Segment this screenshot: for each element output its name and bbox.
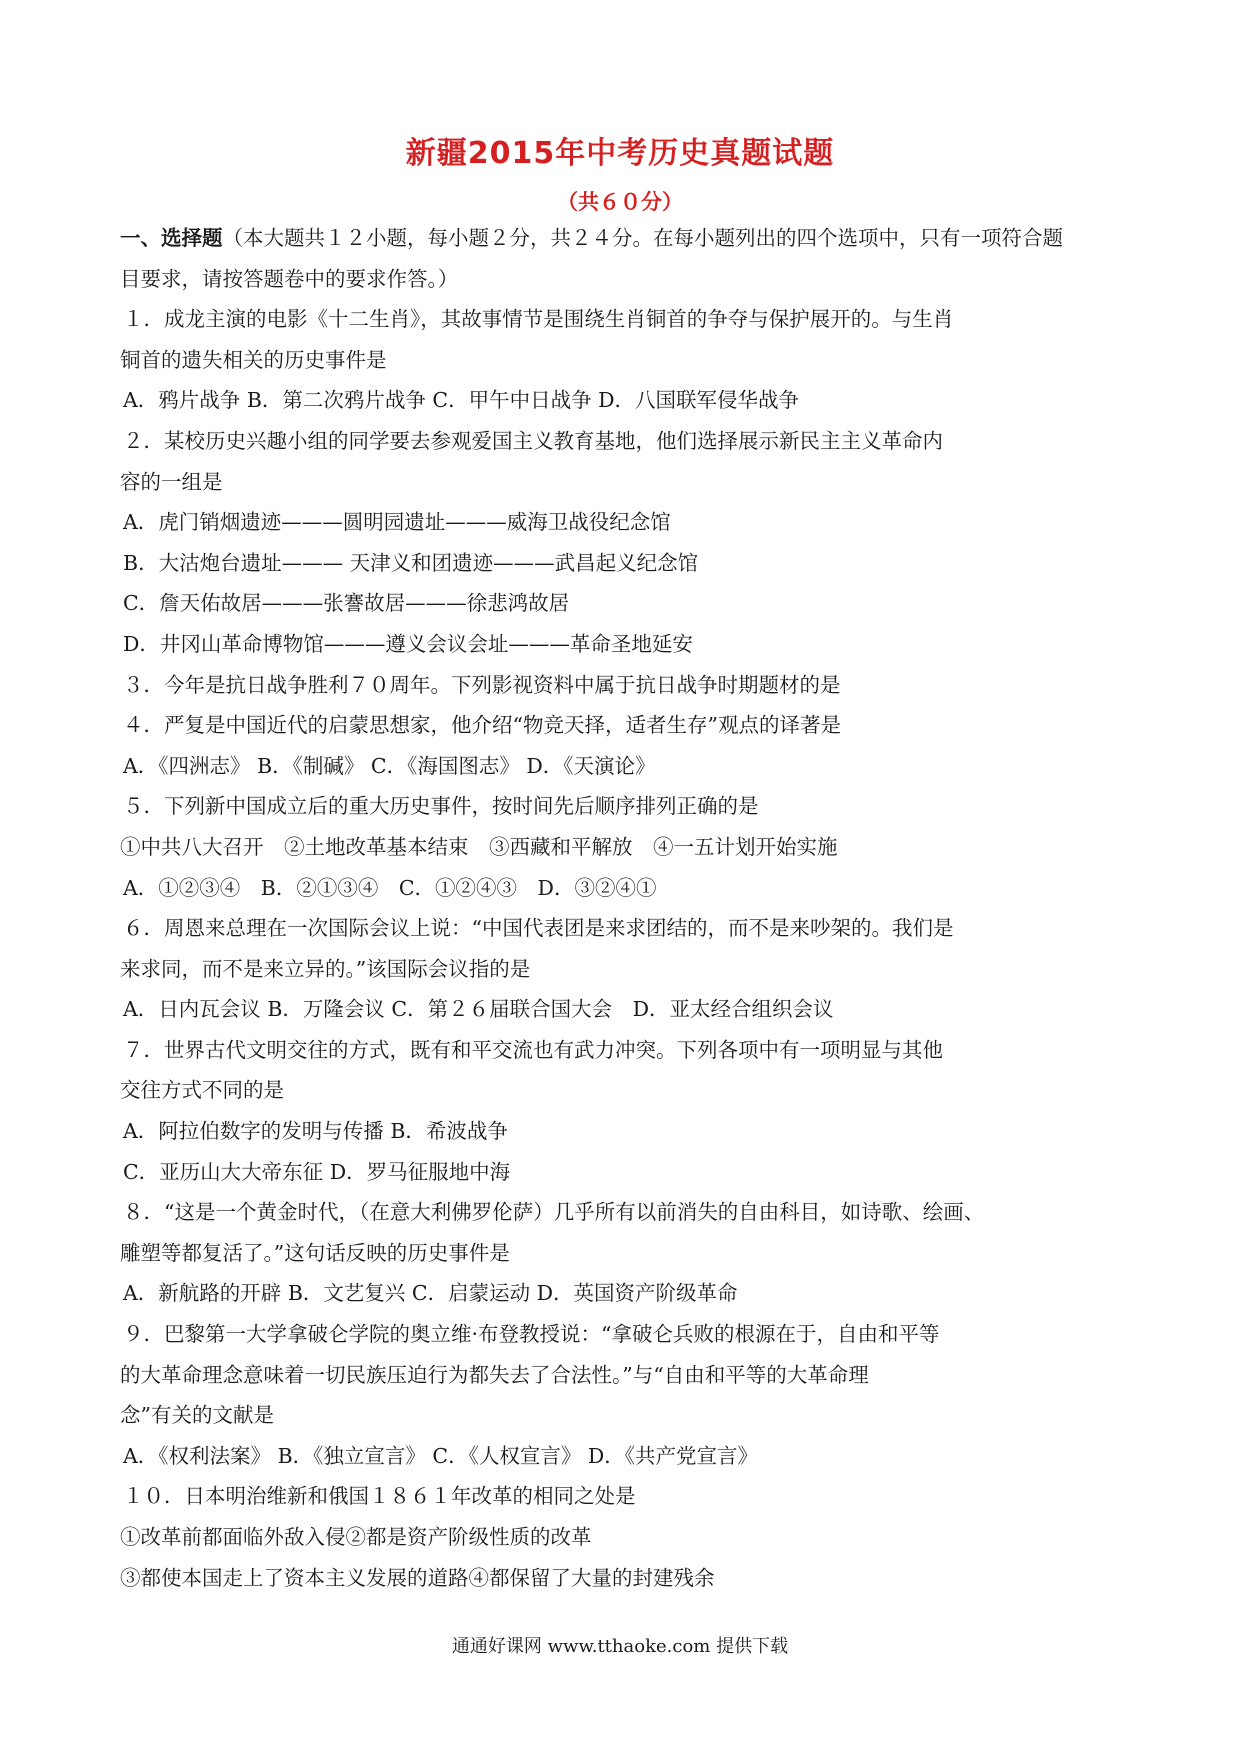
question-9-stem-cont2: 念”有关的文献是 xyxy=(120,1403,274,1428)
question-2-stem: ２．某校历史兴趣小组的同学要去参观爱国主义教育基地，他们选择展示新民主主义革命内 xyxy=(123,428,943,453)
question-5-events: ①中共八大召开 ②土地改革基本结束 ③西藏和平解放 ④一五计划开始实施 xyxy=(120,834,838,859)
question-6-stem-cont: 来求同，而不是来立异的。”该国际会议指的是 xyxy=(120,956,531,981)
question-10-items-34: ③都使本国走上了资本主义发展的道路④都保留了大量的封建残余 xyxy=(120,1565,715,1590)
question-8-stem-cont: 雕塑等都复活了。”这句话反映的历史事件是 xyxy=(120,1240,510,1265)
question-2-option-a: A．虎门销烟遗迹———圆明园遗址———威海卫战役纪念馆 xyxy=(123,510,671,535)
question-5-stem: ５．下列新中国成立后的重大历史事件，按时间先后顺序排列正确的是 xyxy=(123,794,759,819)
question-9-stem-cont: 的大革命理念意味着一切民族压迫行为都失去了合法性。”与“自由和平等的大革命理 xyxy=(120,1362,869,1387)
question-3-stem: ３．今年是抗日战争胜利７０周年。下列影视资料中属于抗日战争时期题材的是 xyxy=(123,672,841,697)
section-instruction-cont: 目要求，请按答题卷中的要求作答。） xyxy=(120,266,459,291)
question-2-stem-cont: 容的一组是 xyxy=(120,469,223,494)
section-heading-line xyxy=(120,218,1130,259)
question-7-stem-cont: 交往方式不同的是 xyxy=(120,1078,284,1103)
page-footer: 通通好课网 www.tthaoke.com 提供下载 xyxy=(451,1636,789,1657)
question-4-stem: ４．严复是中国近代的启蒙思想家，他介绍“物竞天择，适者生存”观点的译著是 xyxy=(123,713,841,738)
question-1-stem-cont: 铜首的遗失相关的历史事件是 xyxy=(120,347,387,372)
section-instruction: （本大题共１２小题，每小题２分，共２４分。在每小题列出的四个选项中，只有一项符合题 xyxy=(222,226,1063,250)
question-2-option-c: C．詹天佑故居———张謇故居———徐悲鸿故居 xyxy=(123,591,570,616)
question-5-options: A．①②③④ B．②①③④ C．①②④③ D．③②④① xyxy=(123,875,657,900)
question-7-options-cd: C．亚历山大大帝东征 D．罗马征服地中海 xyxy=(123,1159,511,1184)
question-8-stem: ８．“这是一个黄金时代，（在意大利佛罗伦萨）几乎所有以前消失的自由科目，如诗歌、绘画、 xyxy=(123,1200,985,1225)
question-6-stem: ６．周恩来总理在一次国际会议上说：“中国代表团是来求团结的，而不是来吵架的。我们是 xyxy=(123,916,954,941)
question-1-stem: １．成龙主演的电影《十二生肖》，其故事情节是围绕生肖铜首的争夺与保护展开的。与生肖 xyxy=(123,307,954,332)
question-10-stem: １０．日本明治维新和俄国１８６１年改革的相同之处是 xyxy=(123,1484,636,1509)
exam-content xyxy=(120,218,1130,1598)
question-2-option-b: B．大沽炮台遗址——— 天津义和团遗迹———武昌起义纪念馆 xyxy=(123,550,699,575)
question-1-options: A．鸦片战争 B．第二次鸦片战争 C．甲午中日战争 D．八国联军侵华战争 xyxy=(123,388,800,413)
question-7-options-ab: A．阿拉伯数字的发明与传播 B．希波战争 xyxy=(123,1119,508,1144)
question-4-options: A．《四洲志》 B．《制碱》 C．《海国图志》 D．《天演论》 xyxy=(123,753,656,778)
question-7-stem: ７．世界古代文明交往的方式，既有和平交流也有武力冲突。下列各项中有一项明显与其他 xyxy=(123,1037,943,1062)
section-heading: 一、选择题 xyxy=(120,226,223,250)
question-10-items-12: ①改革前都面临外敌入侵②都是资产阶级性质的改革 xyxy=(120,1525,592,1549)
question-6-options: A．日内瓦会议 B．万隆会议 C．第２６届联合国大会 D．亚太经合组织会议 xyxy=(123,997,834,1022)
page-title: 新疆2015年中考历史真题试题 xyxy=(405,136,835,171)
question-9-options: A．《权利法案》 B．《独立宣言》 C．《人权宣言》 D．《共产党宣言》 xyxy=(123,1443,759,1468)
question-2-option-d: D．井冈山革命博物馆———遵义会议会址———革命圣地延安 xyxy=(123,631,693,656)
question-8-options: A．新航路的开辟 B．文艺复兴 C．启蒙运动 D．英国资产阶级革命 xyxy=(123,1281,738,1306)
page-subtitle: （共６０分） xyxy=(557,190,683,214)
question-9-stem: ９．巴黎第一大学拿破仑学院的奥立维·布登教授说：“拿破仑兵败的根源在于，自由和平等 xyxy=(123,1322,940,1347)
